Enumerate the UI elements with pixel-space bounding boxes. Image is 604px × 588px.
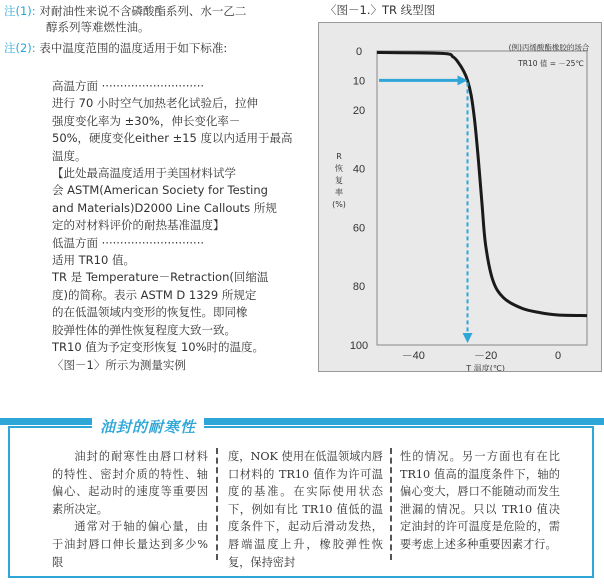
y-axis-label: R (336, 152, 342, 161)
y-tick-label: 60 (352, 222, 366, 235)
text-line: 【此处最高温度适用于美国材料试学 (52, 166, 236, 181)
x-tick-label: 0 (554, 350, 562, 362)
y-tick-label: 20 (352, 104, 366, 117)
x-axis-label: T 温度(℃) (466, 364, 505, 371)
text-line: 高温方面 ···························· (52, 79, 205, 93)
y-tick-label: 0 (355, 46, 363, 58)
section-title: 油封的耐寒性 (92, 417, 204, 437)
y-tick-label: 10 (352, 75, 366, 88)
y-tick-label: 40 (352, 163, 366, 176)
x-tick-label: －40 (401, 350, 425, 362)
column-divider (216, 448, 218, 560)
note-1-line-1: 对耐油性来说不含磷酸酯系列、水一乙二 (39, 4, 247, 18)
note-2 (4, 40, 304, 56)
note-2-mark: 注(2): (4, 41, 36, 55)
column-1-para-1: 油封的耐寒性由唇口材料的特性、密封介质的特性、轴偏心、起动时的速度等重要因素所决定。 (52, 450, 208, 516)
section-column-2 (228, 448, 383, 571)
chart-title: 〈图－1.〉TR 线型图 (325, 3, 436, 17)
text-line: 适用 TR10 值。 (52, 253, 135, 268)
text-line: 度)的简称。表示 ASTM D 1329 所规定 (52, 287, 257, 302)
column-3-para-1: 性的情况。另一方面也有在比 TR10 值高的温度条件下，轴的偏心变大，唇口不能随动而发生泄漏的情况。只以 TR10 值决定油封的许可温度是危险的，需要考虑上述多种重要因素才行。 (400, 450, 560, 551)
text-line: TR 是 Temperature－Retraction(回缩温 (52, 270, 269, 285)
column-1-para-2: 通常对于轴的偏心量，由于油封唇口伸长量达到多少%限 (52, 520, 208, 569)
column-divider (390, 448, 392, 560)
chart-annotation-example: (例)丙烯酸酯橡胶的场合 (508, 43, 590, 52)
tr-curve (377, 52, 587, 315)
text-line: 会 ASTM(American Society for Testing (52, 183, 268, 198)
text-line: 强度变化率为 ±30%，伸长变化率－ (52, 113, 241, 128)
text-line: TR10 值为予定变形恢复 10%时的温度。 (52, 340, 265, 355)
y-axis-label: 复 (335, 176, 343, 185)
note-2-line-1: 表中温度范围的温度适用于如下标准: (39, 41, 228, 55)
section-column-3 (400, 448, 560, 554)
text-line: 进行 70 小时空气加热老化试验后，拉伸 (52, 96, 258, 111)
section-column-1 (52, 448, 208, 571)
text-line: 低温方面 ···························· (52, 235, 205, 250)
column-2-para-1: 度，NOK 使用在低温领域内唇口材料的 TR10 值作为许可温度的基准。在实际使用状态下，例如有比 TR10 值低的温度条件下，起动后滑动发热，唇端温度上升，橡胶弹性恢复，保持密封 (228, 450, 383, 569)
text-line: 〈图－1〉所示为测量实例 (52, 357, 186, 372)
x-tick-label: －20 (473, 350, 498, 362)
tr-chart-svg (319, 23, 601, 371)
y-tick-label: 80 (352, 281, 366, 294)
chart-annotation-tr10: TR10 值 = －25℃ (518, 59, 584, 68)
y-axis-label: (%) (332, 200, 346, 209)
y-axis-label: 率 (335, 188, 343, 197)
y-tick-label: 100 (349, 340, 369, 352)
text-line: 定的对材料评价的耐热基准温度】 (52, 218, 225, 233)
y-axis-label: 恢 (335, 164, 343, 173)
tr-chart (318, 22, 602, 372)
text-line: and Materials)D2000 Line Callouts 所规 (52, 200, 277, 215)
standard-text (52, 78, 300, 374)
text-line: 50%，硬度变化either ±15 度以内适用于最高 (52, 131, 293, 146)
text-line: 的在低温领域内变形的恢复性。即同橡 (52, 305, 248, 320)
tr10-vertical-arrowhead (463, 333, 473, 343)
banner-top-rule (0, 418, 604, 425)
text-line: 温度。 (52, 148, 87, 163)
cold-resistance-section (0, 418, 604, 588)
note-1-line-2: 醇系列等难燃性油。 (46, 20, 150, 34)
note-1 (4, 3, 304, 35)
note-1-mark: 注(1): (4, 4, 36, 18)
text-line: 胶弹性体的弹性恢复程度大致一致。 (52, 322, 236, 337)
